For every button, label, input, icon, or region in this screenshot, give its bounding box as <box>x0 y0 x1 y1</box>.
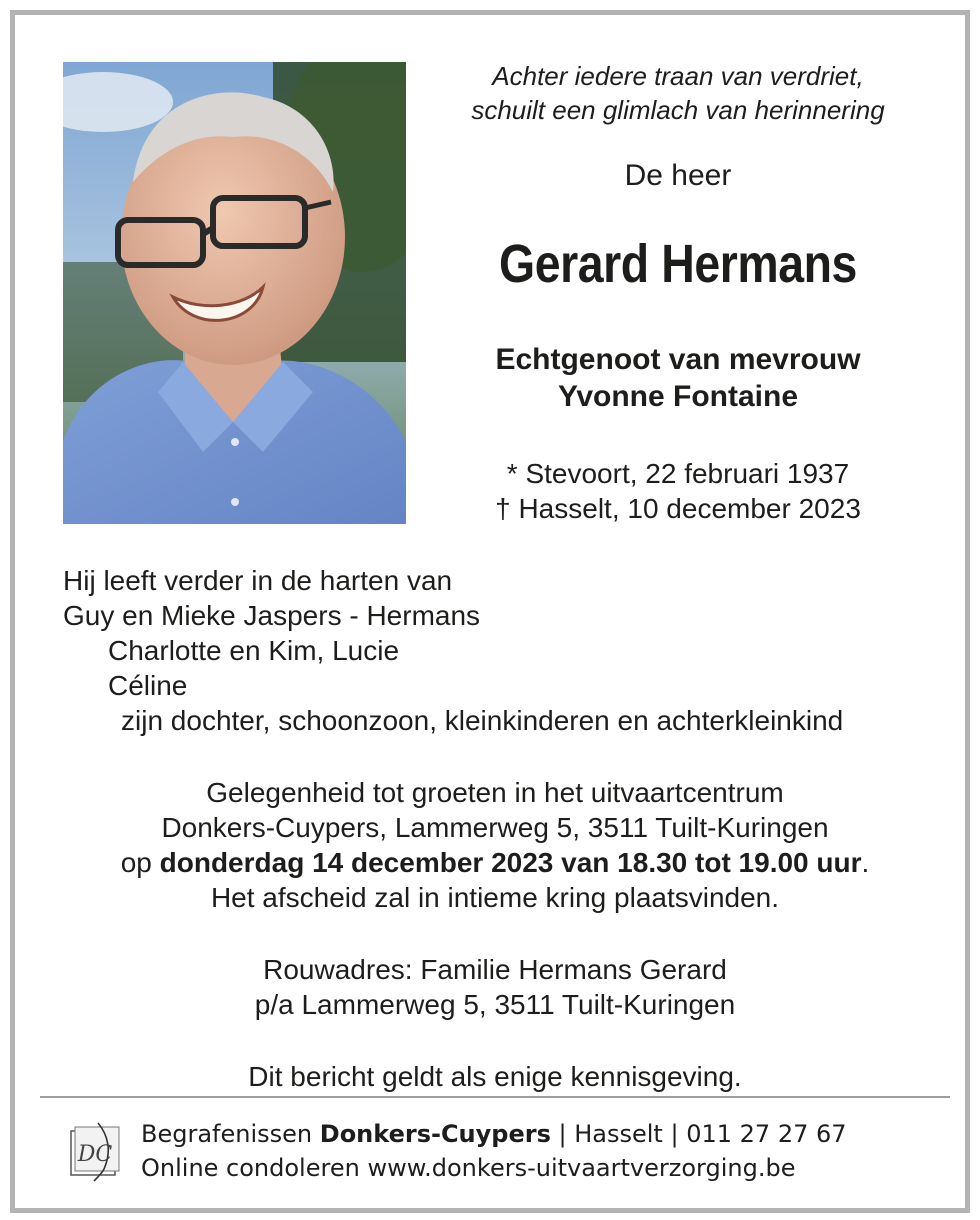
footer-divider <box>40 1096 950 1098</box>
website-link[interactable]: www.donkers-uitvaartverzorging.be <box>367 1154 796 1182</box>
funeral-home-logo <box>68 1121 122 1183</box>
obituary-card <box>10 10 970 1213</box>
spouse-line <box>411 341 945 415</box>
spouse-line-1: Echtgenoot van mevrouw <box>495 343 861 376</box>
mourning-address <box>25 952 965 1022</box>
mourning-address-line-2: p/a Lammerweg 5, 3511 Tuilt-Kuringen <box>254 989 736 1020</box>
visitation-datetime: donderdag 14 december 2023 van 18.30 tot 19.00 uur <box>159 847 862 878</box>
death-date: † Hasselt, 10 december 2023 <box>495 493 861 524</box>
family-line-3: Céline <box>108 670 188 701</box>
family-intro: Hij leeft verder in de harten van <box>63 565 453 596</box>
company-name: Donkers-Cuypers <box>319 1120 551 1148</box>
phone-number[interactable]: 011 27 27 67 <box>686 1120 847 1148</box>
footer-separator: | <box>558 1120 567 1148</box>
visitation-line-4: Het afscheid zal in intieme kring plaatsvinden. <box>210 882 780 913</box>
footer-city: Hasselt <box>574 1120 663 1148</box>
quote-line-1: Achter iedere traan van verdriet, <box>492 61 864 91</box>
family-line-1: Guy en Mieke Jaspers - Hermans <box>63 600 481 631</box>
funeral-home-footer <box>141 1117 941 1185</box>
family-list <box>63 563 943 738</box>
footer-line-2 <box>141 1151 941 1185</box>
life-dates <box>411 456 945 526</box>
deceased-name: Gerard Hermans <box>499 234 857 294</box>
visitation-info <box>25 775 965 915</box>
visitation-suffix: . <box>861 847 870 878</box>
salutation: De heer <box>624 159 732 192</box>
footer-prefix: Begrafenissen <box>141 1120 313 1148</box>
visitation-line-1: Gelegenheid tot groeten in het uitvaartcentrum <box>206 777 784 808</box>
visitation-line-2: Donkers-Cuypers, Lammerweg 5, 3511 Tuilt-Kuringen <box>161 812 829 843</box>
footer-separator: | <box>670 1120 679 1148</box>
spouse-line-2: Yvonne Fontaine <box>557 380 799 413</box>
mourning-address-line-1: Rouwadres: Familie Hermans Gerard <box>263 954 727 985</box>
family-relation: zijn dochter, schoonzoon, kleinkinderen en achterkleinkind <box>121 705 844 736</box>
online-condolence-label: Online condoleren <box>141 1154 360 1182</box>
birth-date: * Stevoort, 22 februari 1937 <box>506 458 850 489</box>
notice-text: Dit bericht geldt als enige kennisgeving. <box>248 1061 742 1092</box>
visitation-line-3 <box>25 845 965 880</box>
footer-line-1 <box>141 1117 941 1151</box>
quote-line-2: schuilt een glimlach van herinnering <box>471 95 885 125</box>
visitation-prefix: op <box>120 847 152 878</box>
family-line-2: Charlotte en Kim, Lucie <box>108 635 400 666</box>
portrait-photo <box>63 62 406 524</box>
memorial-quote <box>411 59 945 127</box>
svg-text:DC: DC <box>77 1142 113 1167</box>
